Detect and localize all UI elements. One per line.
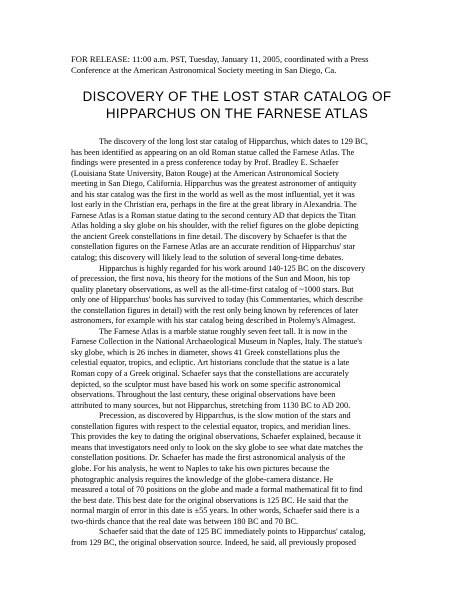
paragraph-discovery: [71, 137, 416, 264]
paragraph-conclusion: [71, 527, 416, 548]
paragraph-line: the constellation figures in detail) with the rest only being known by references of later: [71, 305, 359, 315]
paragraph-line: Schaefer said that the date of 125 BC immediately points to Hipparchus' catalog,: [99, 527, 366, 537]
paragraph-precession: [71, 411, 416, 527]
document-title: [60, 89, 414, 122]
paragraph-line: Hipparchus is highly regarded for his work around 140-125 BC on the discovery: [99, 263, 366, 273]
paragraph-line: findings were presented in a press conference today by Prof. Bradley E. Schaefer: [71, 158, 339, 168]
paragraph-line: (Louisiana State University, Baton Rouge) at the American Astronomical Society: [71, 168, 339, 178]
paragraph-farnese-atlas: [71, 327, 416, 411]
paragraph-line: The discovery of the long lost star catalog of Hipparchus, which dates to 129 BC,: [99, 137, 368, 146]
title-line: DISCOVERY OF THE LOST STAR CATALOG OF: [82, 89, 392, 104]
paragraph-line: Roman copy of a Greek original. Schaefer says that the constellations are accurately: [71, 369, 349, 379]
paragraph-line: attributed to many sources, but not Hipparchus, stretching from 1130 BC to AD 200.: [71, 400, 351, 410]
paragraph-line: of precession, the first nova, his theory for the motions of the Sun and Moon, his top: [71, 274, 350, 284]
paragraph-line: two-thirds chance that the real date was between 180 BC and 70 BC.: [71, 516, 299, 526]
paragraph-line: meeting in San Diego, California. Hipparchus was the greatest astronomer of antiquity: [71, 179, 357, 189]
paragraph-line: only one of Hipparchus' books has survived to today (his Commentaries, which describe: [71, 295, 363, 305]
paragraph-line: globe. For his analysis, he went to Naples to take his own pictures because the: [71, 463, 330, 473]
paragraph-line: depicted, so the sculptor must have based his work on some specific astronomical: [71, 379, 341, 389]
paragraph-line: Farnese Collection in the National Archaeological Museum in Naples, Italy. The statue's: [71, 337, 363, 347]
paragraph-line: constellation figures with respect to the celestial equator, tropics, and meridian lines.: [71, 421, 351, 431]
paragraph-line: constellation positions. Dr. Schaefer has made the first astronomical analysis of the: [71, 453, 346, 463]
paragraph-line: This provides the key to dating the original observations, Schaefer explained, because it: [71, 432, 362, 442]
paragraph-line: Farnese Atlas is a Roman statue dating to the second century AD that depicts the Titan: [71, 210, 356, 220]
paragraph-line: catalog; this discovery will likely lead to the solution of several long-time debates.: [71, 253, 344, 263]
paragraph-line: quality planetary observations, as well as the all-time-first catalog of ~1000 stars. But: [71, 284, 354, 294]
paragraph-line: The Farnese Atlas is a marble statue roughly seven feet tall. It is now in the: [99, 326, 348, 336]
paragraph-line: the ancient Greek constellations in fine detail. The discovery by Schaefer is that the: [71, 231, 347, 241]
paragraph-line: observations. Throughout the last century, these original observations have been: [71, 390, 336, 400]
paragraph-line: lost early in the Christian era, perhaps in the fire at the great library in Alexandria. The: [71, 200, 357, 210]
paragraph-line: sky globe, which is 26 inches in diameter, shows 41 Greek constellations plus the: [71, 347, 340, 357]
release-line: Conference at the American Astronomical Society meeting in San Diego, Ca.: [71, 64, 337, 75]
paragraph-line: has been identified as appearing on an old Roman statue called the Farnese Atlas. The: [71, 147, 355, 157]
paragraph-line: normal margin of error in this date is ±55 years. In other words, Schaefer said there is a: [71, 506, 360, 516]
paragraph-line: from 129 BC, the original observation source. Indeed, he said, all previously proposed: [71, 537, 357, 547]
article-body: [71, 137, 416, 548]
paragraph-hipparchus: [71, 264, 416, 327]
paragraph-line: Precession, as discovered by Hipparchus, is the slow motion of the stars and: [99, 411, 351, 421]
release-header: [71, 54, 431, 75]
paragraph-line: the best date. This best date for the original observations is 125 BC. He said that the: [71, 495, 349, 505]
release-line: FOR RELEASE: 11:00 a.m. PST, Tuesday, January 11, 2005, coordinated with a Press: [71, 54, 369, 64]
paragraph-line: celestial equator, tropics, and ecliptic. Art historians conclude that the statue is a late: [71, 358, 350, 368]
paragraph-line: Atlas holding a sky globe on his shoulder, with the relief figures on the globe depicting: [71, 221, 359, 231]
paragraph-line: astronomers, for example with his star catalog being described in Ptolemy's Almagest.: [71, 316, 356, 326]
paragraph-line: constellation figures on the Farnese Atlas are an accurate rendition of Hipparchus' star: [71, 242, 356, 252]
paragraph-line: and his star catalog was the first in the world as well as the most influential, yet it was: [71, 189, 355, 199]
title-line: HIPPARCHUS ON THE FARNESE ATLAS: [105, 105, 369, 121]
paragraph-line: measured a total of 70 positions on the globe and made a formal mathematical fit to find: [71, 485, 363, 495]
paragraph-line: photographic analysis requires the knowledge of the globe-camera distance. He: [71, 474, 334, 484]
paragraph-line: means that investigators need only to look on the sky globe to see what date matches the: [71, 442, 363, 452]
